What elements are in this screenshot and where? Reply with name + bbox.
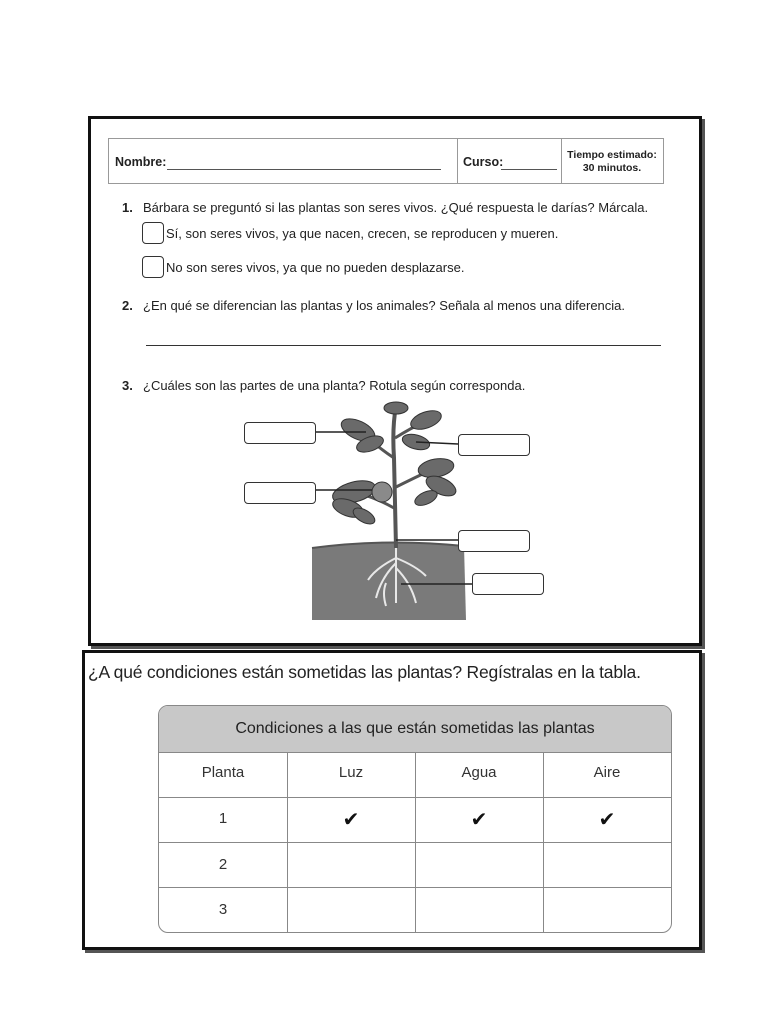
- label-box-root[interactable]: [472, 573, 544, 595]
- q1-text: Bárbara se preguntó si las plantas son seres vivos. ¿Qué respuesta le darías? Márcala.: [143, 200, 649, 215]
- label-box-flower[interactable]: [458, 434, 530, 456]
- q1-option-b-label: No son seres vivos, ya que no pueden desplazarse.: [166, 260, 465, 275]
- table-title: Condiciones a las que están sometidas las plantas: [159, 706, 671, 753]
- q1-number: 1.: [122, 200, 133, 215]
- q2-number: 2.: [122, 298, 133, 313]
- table-header-planta: Planta: [201, 764, 245, 781]
- check-icon[interactable]: ✔: [342, 809, 360, 831]
- conditions-question: ¿A qué condiciones están sometidas las plantas? Regístralas en la tabla.: [88, 662, 641, 682]
- curso-label: Curso:: [463, 155, 504, 169]
- curso-field[interactable]: [501, 169, 557, 170]
- nombre-label: Nombre:: [115, 155, 167, 169]
- table-cell-planta-2: 2: [218, 856, 228, 873]
- label-box-leaf[interactable]: [244, 422, 316, 444]
- q3-text: ¿Cuáles son las partes de una planta? Rotula según corresponda.: [143, 378, 526, 393]
- table-cell-planta-1: 1: [218, 810, 228, 827]
- q3-number: 3.: [122, 378, 133, 393]
- q1-option-b-checkbox[interactable]: [142, 256, 164, 278]
- tiempo-value: 30 minutos.: [582, 162, 642, 174]
- label-box-stem[interactable]: [458, 530, 530, 552]
- check-icon[interactable]: ✔: [470, 809, 488, 831]
- tiempo-label: Tiempo estimado:: [567, 149, 657, 161]
- table-cell-planta-3: 3: [218, 901, 228, 918]
- label-box-fruit[interactable]: [244, 482, 316, 504]
- conditions-table: [158, 705, 672, 933]
- table-header-agua: Agua: [461, 764, 497, 781]
- q2-text: ¿En qué se diferencian las plantas y los animales? Señala al menos una diferencia.: [143, 298, 626, 313]
- table-header-luz: Luz: [338, 764, 364, 781]
- table-header-aire: Aire: [593, 764, 621, 781]
- q1-option-a-checkbox[interactable]: [142, 222, 164, 244]
- nombre-field[interactable]: [167, 169, 441, 170]
- q1-option-a-label: Sí, son seres vivos, ya que nacen, crecen, se reproducen y mueren.: [166, 226, 559, 241]
- estimated-time: [561, 149, 663, 175]
- check-icon[interactable]: ✔: [598, 809, 616, 831]
- student-header: [108, 138, 664, 184]
- q2-answer-line[interactable]: [146, 345, 661, 346]
